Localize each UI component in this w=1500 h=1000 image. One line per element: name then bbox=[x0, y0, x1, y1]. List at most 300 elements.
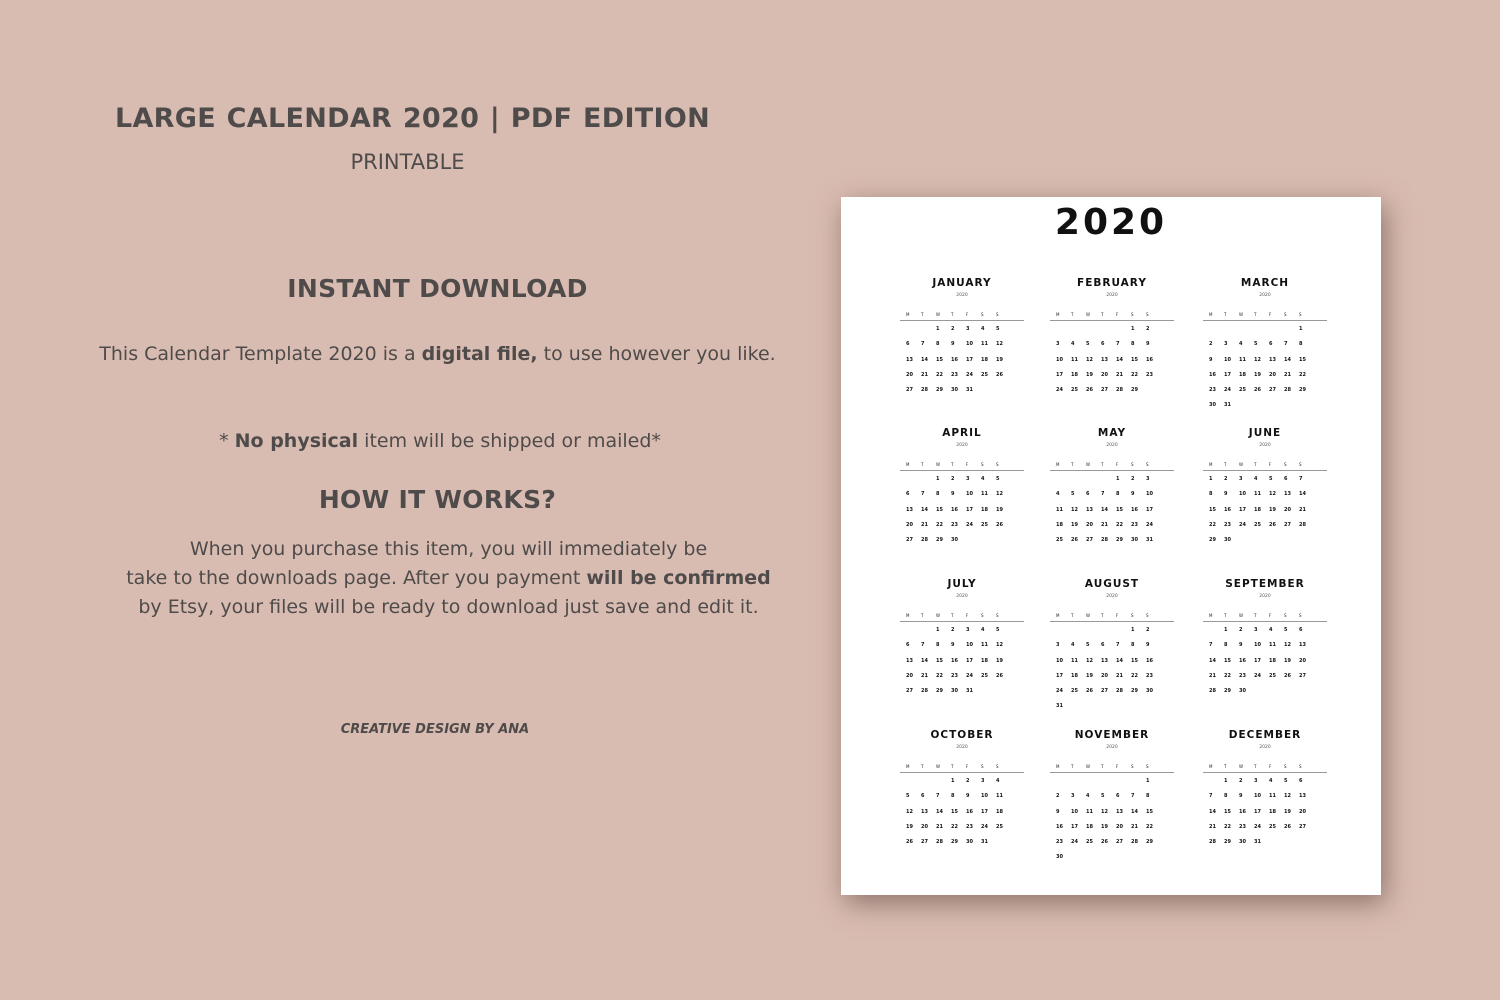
day-cell: 9 bbox=[1224, 491, 1228, 498]
day-cell: 6 bbox=[1269, 341, 1273, 348]
day-cell: 8 bbox=[1131, 642, 1135, 649]
day-grid bbox=[900, 627, 1024, 703]
empty-cell bbox=[906, 326, 921, 341]
day-cell: 27 bbox=[1299, 823, 1306, 830]
day-cell: 30 bbox=[1224, 537, 1231, 544]
day-cell: 22 bbox=[1131, 672, 1138, 679]
day-cell: 12 bbox=[996, 642, 1003, 649]
weekday-label: S bbox=[1299, 613, 1302, 618]
day-cell: 4 bbox=[1086, 793, 1090, 800]
day-cell: 25 bbox=[981, 371, 988, 378]
weekday-label: S bbox=[1146, 764, 1149, 769]
weekday-label: T bbox=[1224, 613, 1227, 618]
weekday-label: F bbox=[1269, 764, 1272, 769]
weekday-header bbox=[1050, 312, 1174, 321]
weekday-header bbox=[1050, 764, 1174, 773]
day-cell: 14 bbox=[1116, 657, 1123, 664]
day-grid bbox=[1203, 778, 1327, 854]
day-cell: 24 bbox=[1254, 672, 1261, 679]
weekday-label: S bbox=[1131, 462, 1134, 467]
weekday-label: T bbox=[921, 462, 924, 467]
day-grid bbox=[1050, 476, 1174, 552]
weekday-label: T bbox=[1071, 462, 1074, 467]
day-cell: 24 bbox=[966, 521, 973, 528]
day-cell: 29 bbox=[1209, 537, 1216, 544]
month-name: AUGUST bbox=[1084, 578, 1140, 590]
day-cell: 7 bbox=[921, 341, 925, 348]
empty-cell bbox=[921, 476, 936, 491]
weekday-label: S bbox=[996, 613, 999, 618]
day-cell: 6 bbox=[921, 793, 925, 800]
empty-cell bbox=[1101, 778, 1116, 793]
day-cell: 21 bbox=[921, 672, 928, 679]
day-cell: 15 bbox=[1299, 356, 1306, 363]
day-cell: 26 bbox=[1071, 537, 1078, 544]
day-cell: 29 bbox=[936, 387, 943, 394]
day-cell: 26 bbox=[996, 371, 1003, 378]
empty-cell bbox=[1116, 778, 1131, 793]
day-cell: 19 bbox=[1284, 657, 1291, 664]
day-cell: 27 bbox=[1299, 672, 1306, 679]
day-grid bbox=[1203, 627, 1327, 703]
day-cell: 17 bbox=[1071, 823, 1078, 830]
day-cell: 31 bbox=[981, 839, 988, 846]
weekday-label: M bbox=[1209, 462, 1213, 467]
day-cell: 5 bbox=[1071, 491, 1075, 498]
day-cell: 10 bbox=[1254, 793, 1261, 800]
day-cell: 5 bbox=[1101, 793, 1105, 800]
steps-line-2-text: take to the downloads page. After you payment bbox=[126, 567, 587, 589]
day-cell: 24 bbox=[966, 371, 973, 378]
day-cell: 3 bbox=[1146, 476, 1150, 482]
day-cell: 12 bbox=[1071, 506, 1078, 513]
day-cell: 3 bbox=[1254, 627, 1258, 633]
day-cell: 13 bbox=[906, 356, 913, 363]
weekday-label: T bbox=[1071, 312, 1074, 317]
day-cell: 26 bbox=[1101, 839, 1108, 846]
day-cell: 9 bbox=[951, 341, 955, 348]
day-cell: 9 bbox=[1146, 341, 1150, 348]
month-name: SEPTEMBER bbox=[1225, 578, 1305, 590]
day-cell: 11 bbox=[1086, 808, 1093, 815]
month-year-label: 2020 bbox=[1106, 745, 1118, 750]
weekday-label: W bbox=[1239, 462, 1243, 467]
day-cell: 13 bbox=[921, 808, 928, 815]
month-name: DECEMBER bbox=[1228, 729, 1302, 741]
day-cell: 8 bbox=[1116, 491, 1120, 498]
day-cell: 7 bbox=[921, 642, 925, 649]
day-cell: 2 bbox=[1056, 793, 1060, 800]
month-august bbox=[1050, 578, 1174, 718]
day-cell: 24 bbox=[1146, 521, 1153, 528]
day-cell: 9 bbox=[1056, 808, 1060, 815]
weekday-label: T bbox=[951, 613, 954, 618]
empty-cell bbox=[921, 326, 936, 341]
weekday-label: M bbox=[1056, 462, 1060, 467]
day-cell: 1 bbox=[1116, 476, 1120, 482]
day-cell: 19 bbox=[996, 506, 1003, 513]
day-cell: 21 bbox=[936, 823, 943, 830]
day-cell: 8 bbox=[1131, 341, 1135, 348]
day-cell: 10 bbox=[1056, 657, 1063, 664]
day-cell: 5 bbox=[1086, 642, 1090, 649]
day-cell: 27 bbox=[1101, 387, 1108, 394]
day-cell: 21 bbox=[921, 521, 928, 528]
day-grid bbox=[1050, 778, 1174, 870]
day-cell: 25 bbox=[981, 521, 988, 528]
weekday-label: T bbox=[1101, 613, 1104, 618]
day-cell: 24 bbox=[1254, 823, 1261, 830]
steps-line-2 bbox=[100, 564, 797, 593]
day-cell: 11 bbox=[1239, 356, 1246, 363]
day-cell: 14 bbox=[1209, 657, 1216, 664]
day-cell: 12 bbox=[996, 491, 1003, 498]
day-cell: 3 bbox=[966, 326, 970, 332]
day-cell: 19 bbox=[906, 823, 913, 830]
day-cell: 17 bbox=[981, 808, 988, 815]
description-text bbox=[80, 340, 795, 369]
day-cell: 24 bbox=[1224, 387, 1231, 394]
weekday-label: T bbox=[1254, 312, 1257, 317]
day-cell: 17 bbox=[1239, 506, 1246, 513]
day-cell: 11 bbox=[1071, 657, 1078, 664]
weekday-label: W bbox=[936, 462, 940, 467]
day-cell: 29 bbox=[1131, 688, 1138, 695]
day-cell: 5 bbox=[1269, 476, 1273, 482]
weekday-label: S bbox=[1299, 462, 1302, 467]
day-cell: 21 bbox=[1284, 371, 1291, 378]
designer-credit: CREATIVE DESIGN BY ANA bbox=[340, 722, 530, 737]
day-cell: 13 bbox=[1101, 657, 1108, 664]
weekday-label: W bbox=[936, 312, 940, 317]
month-may bbox=[1050, 427, 1174, 567]
day-cell: 27 bbox=[906, 688, 913, 695]
day-cell: 9 bbox=[1131, 491, 1135, 498]
day-cell: 10 bbox=[966, 341, 973, 348]
day-cell: 21 bbox=[1116, 371, 1123, 378]
day-cell: 7 bbox=[921, 491, 925, 498]
empty-cell bbox=[906, 476, 921, 491]
day-cell: 23 bbox=[951, 672, 958, 679]
day-cell: 20 bbox=[1299, 808, 1306, 815]
empty-cell bbox=[1056, 778, 1071, 793]
day-cell: 28 bbox=[921, 387, 928, 394]
day-cell: 4 bbox=[981, 627, 985, 633]
day-cell: 5 bbox=[996, 627, 1000, 633]
day-cell: 30 bbox=[1239, 839, 1246, 846]
day-cell: 13 bbox=[906, 657, 913, 664]
weekday-label: T bbox=[1101, 312, 1104, 317]
weekday-label: S bbox=[1299, 312, 1302, 317]
steps-line-2-bold: will be confirmed bbox=[586, 567, 771, 589]
weekday-label: M bbox=[906, 613, 910, 618]
calendar-sheet-preview bbox=[841, 197, 1381, 895]
day-cell: 16 bbox=[1146, 657, 1153, 664]
day-cell: 13 bbox=[1299, 793, 1306, 800]
month-name: JUNE bbox=[1248, 427, 1282, 439]
weekday-label: W bbox=[1086, 462, 1090, 467]
day-cell: 23 bbox=[1224, 521, 1231, 528]
day-cell: 7 bbox=[936, 793, 940, 800]
day-cell: 16 bbox=[1131, 506, 1138, 513]
day-cell: 23 bbox=[1239, 823, 1246, 830]
day-cell: 2 bbox=[951, 476, 955, 482]
day-cell: 20 bbox=[1116, 823, 1123, 830]
day-cell: 15 bbox=[1224, 808, 1231, 815]
weekday-label: W bbox=[1086, 764, 1090, 769]
weekday-label: T bbox=[1071, 764, 1074, 769]
day-cell: 12 bbox=[996, 341, 1003, 348]
day-cell: 22 bbox=[1224, 823, 1231, 830]
day-cell: 10 bbox=[1071, 808, 1078, 815]
day-cell: 5 bbox=[906, 793, 910, 800]
day-cell: 20 bbox=[906, 371, 913, 378]
month-october bbox=[900, 729, 1024, 869]
weekday-label: S bbox=[1284, 764, 1287, 769]
day-cell: 14 bbox=[921, 506, 928, 513]
day-cell: 16 bbox=[1146, 356, 1153, 363]
month-name: MAY bbox=[1097, 427, 1127, 439]
day-cell: 30 bbox=[1056, 854, 1063, 861]
day-cell: 21 bbox=[1209, 672, 1216, 679]
day-cell: 30 bbox=[1239, 688, 1246, 695]
day-cell: 27 bbox=[906, 387, 913, 394]
day-cell: 27 bbox=[906, 537, 913, 544]
day-cell: 13 bbox=[1284, 491, 1291, 498]
day-cell: 21 bbox=[1209, 823, 1216, 830]
day-cell: 30 bbox=[951, 537, 958, 544]
day-cell: 2 bbox=[966, 778, 970, 784]
weekday-label: M bbox=[906, 312, 910, 317]
day-cell: 2 bbox=[1146, 326, 1150, 332]
day-cell: 28 bbox=[1131, 839, 1138, 846]
day-cell: 4 bbox=[981, 476, 985, 482]
month-name: OCTOBER bbox=[930, 729, 994, 741]
day-cell: 1 bbox=[936, 326, 940, 332]
month-december bbox=[1203, 729, 1327, 869]
day-cell: 18 bbox=[1071, 371, 1078, 378]
day-cell: 12 bbox=[1101, 808, 1108, 815]
empty-cell bbox=[906, 627, 921, 642]
note-bold: No physical bbox=[234, 430, 359, 452]
day-cell: 7 bbox=[1116, 341, 1120, 348]
day-cell: 19 bbox=[1071, 521, 1078, 528]
day-cell: 18 bbox=[1254, 506, 1261, 513]
day-cell: 25 bbox=[1239, 387, 1246, 394]
day-cell: 13 bbox=[1086, 506, 1093, 513]
month-year-label: 2020 bbox=[1106, 594, 1118, 599]
day-cell: 10 bbox=[1146, 491, 1153, 498]
day-cell: 17 bbox=[966, 356, 973, 363]
weekday-label: S bbox=[1284, 613, 1287, 618]
day-cell: 26 bbox=[1284, 672, 1291, 679]
day-cell: 4 bbox=[1056, 491, 1060, 498]
day-cell: 20 bbox=[1299, 657, 1306, 664]
day-cell: 6 bbox=[906, 642, 910, 649]
weekday-label: W bbox=[936, 764, 940, 769]
empty-cell bbox=[1254, 326, 1269, 341]
day-cell: 22 bbox=[951, 823, 958, 830]
day-cell: 17 bbox=[966, 506, 973, 513]
day-cell: 16 bbox=[951, 506, 958, 513]
day-cell: 28 bbox=[936, 839, 943, 846]
day-cell: 22 bbox=[936, 371, 943, 378]
day-cell: 4 bbox=[1269, 627, 1273, 633]
weekday-header bbox=[1050, 462, 1174, 471]
day-cell: 20 bbox=[1101, 672, 1108, 679]
day-cell: 24 bbox=[981, 823, 988, 830]
day-cell: 14 bbox=[1284, 356, 1291, 363]
weekday-header bbox=[1203, 312, 1327, 321]
month-march bbox=[1203, 277, 1327, 417]
month-june bbox=[1203, 427, 1327, 567]
day-cell: 3 bbox=[1056, 642, 1060, 649]
day-cell: 9 bbox=[1209, 356, 1213, 363]
day-cell: 18 bbox=[981, 657, 988, 664]
description-pre: This Calendar Template 2020 is a bbox=[99, 343, 422, 365]
day-cell: 17 bbox=[1056, 371, 1063, 378]
day-cell: 12 bbox=[906, 808, 913, 815]
day-cell: 25 bbox=[1269, 672, 1276, 679]
day-cell: 7 bbox=[1131, 793, 1135, 800]
steps-line-3: by Etsy, your files will be ready to download just save and edit it. bbox=[138, 596, 759, 618]
day-cell: 8 bbox=[951, 793, 955, 800]
page-subtitle: PRINTABLE bbox=[350, 150, 465, 174]
day-cell: 30 bbox=[1146, 688, 1153, 695]
day-cell: 18 bbox=[996, 808, 1003, 815]
weekday-label: W bbox=[1239, 764, 1243, 769]
day-cell: 4 bbox=[1254, 476, 1258, 482]
empty-cell bbox=[1239, 326, 1254, 341]
day-grid bbox=[900, 476, 1024, 552]
day-cell: 3 bbox=[1239, 476, 1243, 482]
day-cell: 23 bbox=[966, 823, 973, 830]
day-cell: 5 bbox=[996, 476, 1000, 482]
day-cell: 16 bbox=[966, 808, 973, 815]
day-cell: 15 bbox=[1131, 657, 1138, 664]
day-cell: 18 bbox=[981, 356, 988, 363]
empty-cell bbox=[906, 778, 921, 793]
empty-cell bbox=[1101, 326, 1116, 341]
description-bold: digital file, bbox=[421, 343, 538, 365]
day-cell: 21 bbox=[1131, 823, 1138, 830]
weekday-label: M bbox=[1209, 764, 1213, 769]
empty-cell bbox=[921, 778, 936, 793]
day-cell: 11 bbox=[1254, 491, 1261, 498]
day-cell: 19 bbox=[996, 657, 1003, 664]
day-cell: 10 bbox=[981, 793, 988, 800]
day-cell: 15 bbox=[1131, 356, 1138, 363]
weekday-label: T bbox=[921, 312, 924, 317]
steps-line-1: When you purchase this item, you will immediately be bbox=[189, 538, 708, 560]
day-cell: 18 bbox=[1086, 823, 1093, 830]
day-cell: 14 bbox=[921, 356, 928, 363]
month-year-label: 2020 bbox=[956, 594, 968, 599]
day-cell: 23 bbox=[1239, 672, 1246, 679]
day-cell: 13 bbox=[906, 506, 913, 513]
day-cell: 16 bbox=[1224, 506, 1231, 513]
weekday-label: T bbox=[951, 764, 954, 769]
weekday-label: W bbox=[1086, 613, 1090, 618]
day-cell: 2 bbox=[1224, 476, 1228, 482]
month-name: MARCH bbox=[1240, 277, 1290, 289]
day-cell: 11 bbox=[981, 642, 988, 649]
day-cell: 25 bbox=[996, 823, 1003, 830]
day-cell: 13 bbox=[1269, 356, 1276, 363]
day-cell: 19 bbox=[1086, 672, 1093, 679]
description-post: to use however you like. bbox=[537, 343, 776, 365]
day-cell: 8 bbox=[936, 341, 940, 348]
weekday-label: M bbox=[1209, 312, 1213, 317]
day-grid bbox=[1050, 627, 1174, 719]
weekday-label: T bbox=[1101, 764, 1104, 769]
day-cell: 30 bbox=[951, 387, 958, 394]
weekday-header bbox=[900, 462, 1024, 471]
month-name: NOVEMBER bbox=[1074, 729, 1150, 741]
day-cell: 2 bbox=[1239, 627, 1243, 633]
weekday-header bbox=[900, 312, 1024, 321]
day-cell: 29 bbox=[1116, 537, 1123, 544]
day-cell: 10 bbox=[1254, 642, 1261, 649]
day-grid bbox=[1050, 326, 1174, 402]
empty-cell bbox=[1086, 326, 1101, 341]
month-name: JANUARY bbox=[932, 277, 992, 289]
day-cell: 24 bbox=[1239, 521, 1246, 528]
day-cell: 27 bbox=[1101, 688, 1108, 695]
month-year-label: 2020 bbox=[956, 293, 968, 298]
weekday-label: F bbox=[1269, 613, 1272, 618]
day-cell: 8 bbox=[1299, 341, 1303, 348]
weekday-label: T bbox=[1254, 613, 1257, 618]
day-cell: 24 bbox=[1056, 387, 1063, 394]
weekday-label: T bbox=[1254, 462, 1257, 467]
shipping-note bbox=[150, 427, 730, 456]
weekday-label: T bbox=[921, 613, 924, 618]
day-cell: 15 bbox=[1224, 657, 1231, 664]
day-cell: 25 bbox=[1071, 688, 1078, 695]
day-cell: 30 bbox=[951, 688, 958, 695]
day-cell: 9 bbox=[1239, 642, 1243, 649]
day-cell: 8 bbox=[1146, 793, 1150, 800]
day-cell: 4 bbox=[1239, 341, 1243, 348]
day-cell: 19 bbox=[1086, 371, 1093, 378]
day-cell: 7 bbox=[1209, 793, 1213, 800]
weekday-label: M bbox=[1056, 764, 1060, 769]
day-cell: 27 bbox=[921, 839, 928, 846]
weekday-label: S bbox=[1131, 613, 1134, 618]
day-cell: 11 bbox=[996, 793, 1003, 800]
day-cell: 6 bbox=[1101, 642, 1105, 649]
day-cell: 9 bbox=[951, 642, 955, 649]
day-cell: 5 bbox=[1086, 341, 1090, 348]
weekday-label: F bbox=[1116, 462, 1119, 467]
day-cell: 7 bbox=[1209, 642, 1213, 649]
day-cell: 4 bbox=[1071, 642, 1075, 649]
empty-cell bbox=[1056, 627, 1071, 642]
day-cell: 1 bbox=[1209, 476, 1213, 482]
weekday-label: F bbox=[966, 764, 969, 769]
day-cell: 20 bbox=[1269, 371, 1276, 378]
day-cell: 10 bbox=[1056, 356, 1063, 363]
empty-cell bbox=[1209, 778, 1224, 793]
empty-cell bbox=[1131, 778, 1146, 793]
day-cell: 1 bbox=[936, 476, 940, 482]
empty-cell bbox=[936, 778, 951, 793]
empty-cell bbox=[1101, 627, 1116, 642]
weekday-label: T bbox=[1254, 764, 1257, 769]
day-cell: 30 bbox=[1209, 402, 1216, 409]
day-cell: 18 bbox=[981, 506, 988, 513]
